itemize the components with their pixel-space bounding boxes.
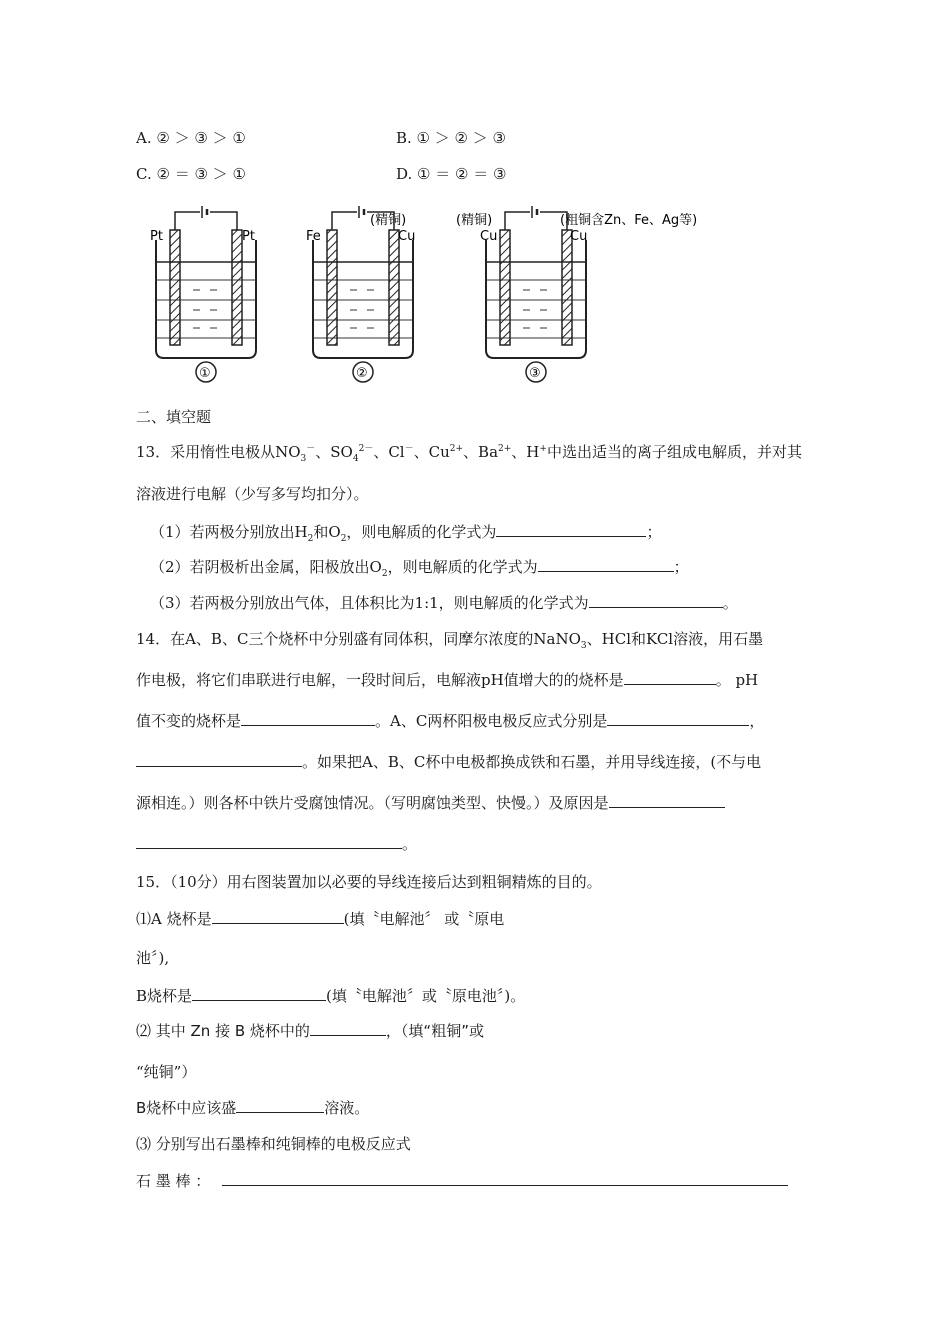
q14-ph-increase-blank[interactable] — [624, 670, 716, 685]
q13-part3: （3）若两极分别放出气体，且体积比为1:1，则电解质的化学式为 。 — [150, 594, 738, 612]
q14-anode-c-blank[interactable] — [136, 752, 302, 767]
q14-line3: 值不变的烧杯是 。A、C两杯阳极电极反应式分别是 ， — [136, 712, 765, 730]
q15-line8: ⑶ 分别写出石墨棒和纯铜棒的电极反应式 — [136, 1135, 411, 1153]
q15-solution-blank[interactable] — [236, 1098, 324, 1113]
q15-line4: B烧杯是 (填〝电解池〞或〝原电池〞)。 — [136, 987, 526, 1005]
q15-a-beaker-blank[interactable] — [212, 909, 344, 924]
cell3-top-left-label: (精铜) — [456, 213, 493, 228]
option-c: C. ② ＝ ③ ＞ ① — [136, 165, 246, 183]
q14-line1: 14．在A、B、C三个烧杯中分别盛有同体积，同摩尔浓度的NaNO$_3$、HCl和KCl溶液，用石墨 — [136, 630, 764, 651]
q13-part1: （1）若两极分别放出$H_2$和$O_2$，则电解质的化学式为 ； — [150, 523, 662, 544]
option-b: B. ① ＞ ② ＞ ③ — [396, 129, 506, 147]
electrolysis-cells-figure — [148, 200, 748, 385]
q14-reason-blank-2[interactable] — [136, 834, 402, 849]
option-a: A. ② ＞ ③ ＞ ① — [136, 129, 246, 147]
q13-part3-answer-blank[interactable] — [589, 593, 723, 608]
cell2-right-label: Cu — [398, 229, 416, 244]
option-d: D. ① ＝ ② ＝ ③ — [396, 165, 507, 183]
q14-line2: 作电极，将它们串联进行电解，一段时间后，电解液pH值增大的的烧杯是 。 pH — [136, 671, 759, 689]
q15-line1: 15．（10分）用右图装置加以必要的导线连接后达到粗铜精炼的目的。 — [136, 873, 602, 891]
q15-line5: ⑵ 其中 Zn 接 B 烧杯中的 ，（填“粗铜”或 — [136, 1022, 484, 1040]
q14-line4: 。如果把A、B、C杯中电极都换成铁和石墨，并用导线连接，(不与电 — [136, 751, 761, 772]
q15-zn-connection-blank[interactable] — [310, 1021, 386, 1036]
q15-b-beaker-blank[interactable] — [192, 986, 326, 1001]
cell3-left-label: Cu — [480, 229, 498, 244]
cell-1 — [150, 206, 256, 382]
section-title: 二、填空题 — [136, 408, 212, 426]
cell3-right-label: Cu — [570, 229, 588, 244]
q14-ph-unchanged-blank[interactable] — [241, 711, 375, 726]
q14-anode-a-blank[interactable] — [607, 711, 749, 726]
q15-line9: 石 墨 棒 ： — [136, 1170, 788, 1191]
cell-2 — [306, 206, 415, 382]
q13-part2-answer-blank[interactable] — [538, 557, 674, 572]
cell1-number: ① — [199, 366, 211, 381]
cell-3 — [456, 206, 697, 382]
cell1-right-label: Pt — [242, 229, 255, 244]
cell2-number: ② — [356, 366, 368, 381]
q15-graphite-equation-blank[interactable] — [222, 1171, 788, 1186]
q13-part2: （2）若阴极析出金属，阳极放出$O_2$，则电解质的化学式为 ； — [150, 558, 689, 579]
q15-line7: B烧杯中应该盛 溶液。 — [136, 1099, 370, 1117]
q14-reason-blank-1[interactable] — [609, 793, 725, 808]
cell3-top-right-label: (粗铜含Zn、Fe、Ag等) — [560, 213, 698, 228]
q15-line6: “纯铜”） — [136, 1063, 197, 1081]
cell1-left-label: Pt — [150, 229, 163, 244]
cell2-left-label: Fe — [306, 229, 321, 244]
cell3-number: ③ — [529, 366, 541, 381]
q13-stem-line1: 13．采用惰性电极从$NO_3^-$、$SO_4^{2-}$、Cl－、$Cu^{2+}$、$Ba^{2+}$、H+中选出适当的离子组成电解质，并对其 — [136, 443, 802, 464]
q15-line2: ⑴A 烧杯是 (填〝电解池〞 或〝原电 — [136, 910, 505, 928]
q13-part1-answer-blank[interactable] — [496, 522, 646, 537]
cell2-top-right-label: (精铜) — [370, 213, 407, 228]
q13-number: 13． — [136, 443, 171, 461]
q13-stem-line2: 溶液进行电解（少写多写均扣分）。 — [136, 485, 369, 503]
q14-line6: 。 — [136, 833, 417, 854]
q15-line3: 池〞), — [136, 949, 170, 967]
q14-line5: 源相连。）则各杯中铁片受腐蚀情况。（写明腐蚀类型、快慢。）及原因是 — [136, 792, 725, 813]
